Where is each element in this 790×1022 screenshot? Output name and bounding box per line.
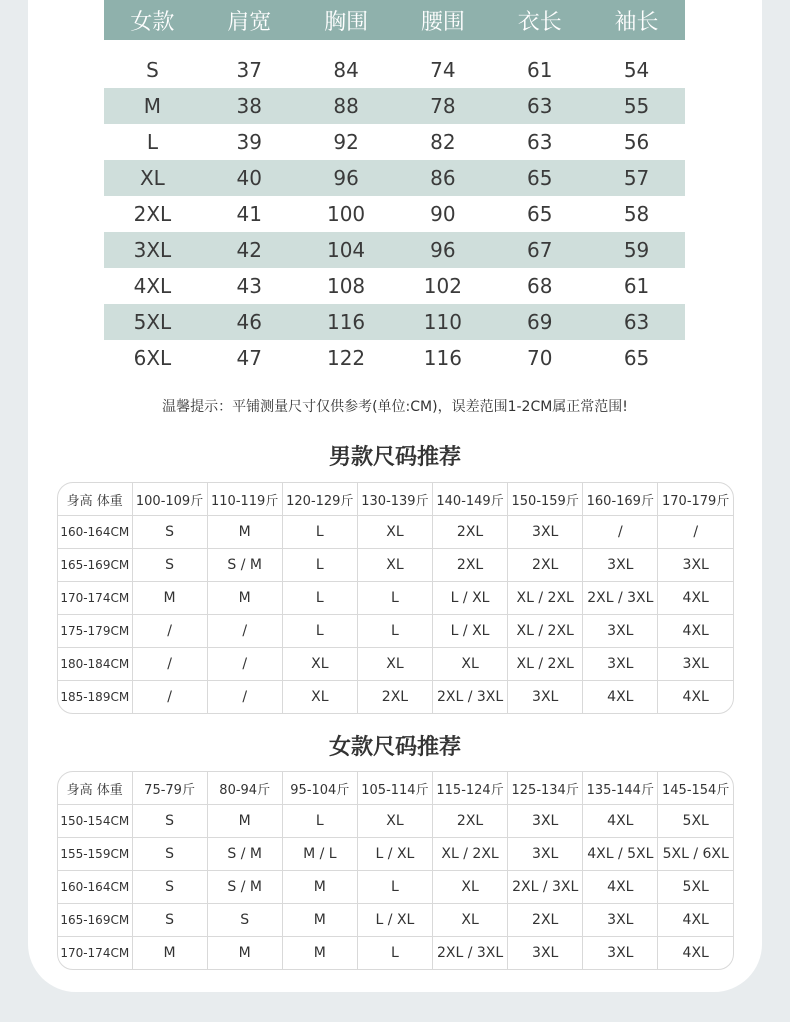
size-cell: M	[282, 904, 357, 937]
measurement-cell: 84	[333, 58, 359, 82]
women-row	[58, 937, 733, 970]
size-cell: XL	[282, 681, 357, 714]
height-label: 165-169CM	[58, 549, 132, 582]
size-cell: M	[282, 937, 357, 970]
men-row	[58, 615, 733, 648]
men-size-table	[57, 482, 734, 714]
size-cell: M	[282, 871, 357, 904]
size-cell: 3XL	[508, 805, 583, 838]
measurement-cell: 59	[623, 238, 650, 262]
women-size-title: 女款尺码推荐	[328, 735, 461, 760]
measurement-cell: 57	[623, 166, 650, 190]
measurement-cell: 116	[423, 346, 462, 370]
size-cell: L	[357, 582, 432, 615]
size-cell: /	[132, 615, 207, 648]
measurement-cell: 43	[236, 274, 262, 298]
measurement-cell: 68	[527, 274, 553, 298]
size-cell: 2XL / 3XL	[583, 582, 658, 615]
size-cell: 2XL	[357, 681, 432, 714]
size-cell: L	[357, 871, 432, 904]
size-cell: 3XL	[583, 549, 658, 582]
size-cell: S / M	[207, 871, 282, 904]
size-cell: M	[207, 516, 282, 549]
women-row	[58, 904, 733, 937]
size-cell: M / L	[282, 838, 357, 871]
size-cell: L / XL	[357, 904, 432, 937]
size-cell: S	[132, 516, 207, 549]
measurement-row	[104, 52, 685, 88]
size-cell: 3XL	[583, 937, 658, 970]
height-label: 155-159CM	[58, 838, 132, 871]
size-cell: 4XL / 5XL	[583, 838, 658, 871]
men-size-title: 男款尺码推荐	[328, 445, 461, 470]
size-cell: M	[132, 582, 207, 615]
size-cell: 4XL	[658, 615, 733, 648]
size-cell: /	[132, 648, 207, 681]
size-cell: 4XL	[682, 945, 709, 961]
women-row	[58, 838, 733, 871]
column-header: 125-134斤	[508, 772, 583, 805]
measurement-cell: 63	[527, 130, 553, 154]
size-cell: M	[132, 937, 207, 970]
measurement-cell: 37	[236, 58, 262, 82]
measurement-row	[104, 88, 685, 124]
measurement-cell: 74	[430, 58, 456, 82]
column-header: 身高 体重	[58, 483, 132, 516]
size-cell: 5XL / 6XL	[658, 838, 733, 871]
measurement-cell: L	[146, 130, 158, 154]
measurement-cell: 47	[236, 346, 262, 370]
measurement-cell: 67	[527, 238, 553, 262]
size-cell: /	[658, 516, 733, 549]
size-cell: L / XL	[433, 582, 508, 615]
column-header: 130-139斤	[357, 483, 432, 516]
measurement-cell: 42	[236, 238, 262, 262]
size-cell: L	[282, 516, 357, 549]
measurement-cell: 92	[333, 130, 359, 154]
column-header: 105-114斤	[357, 772, 432, 805]
size-cell: 2XL	[433, 549, 508, 582]
measurement-row	[104, 304, 685, 340]
measurement-row	[104, 232, 685, 268]
height-label: 150-154CM	[58, 805, 132, 838]
size-cell: 4XL	[583, 871, 658, 904]
size-cell: 3XL	[658, 648, 733, 681]
size-cell: 2XL	[433, 516, 508, 549]
measurement-cell: 55	[623, 94, 650, 118]
size-cell: 3XL	[508, 516, 583, 549]
size-cell: 4XL	[583, 681, 658, 714]
size-cell: 4XL	[682, 689, 709, 705]
size-cell: M	[207, 582, 282, 615]
measurement-cell: 58	[623, 202, 650, 226]
size-cell: L / XL	[357, 838, 432, 871]
size-cell: XL / 2XL	[433, 838, 508, 871]
measurement-cell: 39	[236, 130, 262, 154]
measurement-cell: 69	[527, 310, 553, 334]
men-header-row	[58, 483, 733, 516]
measurement-cell: 40	[236, 166, 262, 190]
measurement-cell: 116	[326, 310, 366, 334]
measurement-cell: 61	[527, 58, 553, 82]
height-label: 160-164CM	[58, 516, 132, 549]
size-cell: 3XL	[508, 937, 583, 970]
measurement-cell: 胸围	[324, 9, 369, 35]
measurement-cell: 104	[326, 238, 366, 262]
size-cell: 3XL	[583, 615, 658, 648]
measurement-cell: 65	[527, 166, 553, 190]
size-cell: 3XL	[658, 549, 733, 582]
column-header: 110-119斤	[207, 483, 282, 516]
size-cell: 2XL	[433, 805, 508, 838]
size-cell: S	[132, 838, 207, 871]
size-cell: /	[207, 615, 282, 648]
size-cell: /	[132, 681, 207, 714]
size-cell: 5XL	[658, 871, 733, 904]
size-cell: XL	[433, 871, 508, 904]
height-label: 160-164CM	[58, 871, 132, 904]
size-cell: 2XL / 3XL	[508, 871, 583, 904]
measurement-cell: 96	[333, 166, 359, 190]
measurement-cell: M	[143, 94, 162, 118]
column-header: 100-109斤	[132, 483, 207, 516]
measurement-cell: 2XL	[133, 202, 172, 226]
height-label: 185-189CM	[58, 681, 132, 714]
size-cell: S / M	[207, 549, 282, 582]
size-cell: 2XL / 3XL	[433, 681, 508, 714]
size-cell: L	[357, 937, 432, 970]
measurement-cell: 65	[623, 346, 650, 370]
measurement-cell: 70	[527, 346, 553, 370]
measurement-cell: 6XL	[133, 346, 172, 370]
size-cell: 5XL	[658, 805, 733, 838]
size-cell: S	[132, 871, 207, 904]
size-cell: XL / 2XL	[508, 648, 583, 681]
measurement-cell: 56	[623, 130, 650, 154]
height-label: 175-179CM	[58, 615, 132, 648]
measurement-cell: 82	[430, 130, 456, 154]
size-cell: 3XL	[583, 904, 658, 937]
measurement-cell: 90	[430, 202, 456, 226]
size-cell: L	[282, 805, 357, 838]
column-header: 身高 体重	[58, 772, 132, 805]
size-cell: 2XL	[508, 904, 583, 937]
measurement-cell: 61	[623, 274, 650, 298]
measurement-table	[104, 0, 685, 376]
measurement-cell: 肩宽	[227, 9, 272, 35]
column-header: 140-149斤	[433, 483, 508, 516]
size-cell: /	[583, 516, 658, 549]
column-header: 80-94斤	[207, 772, 282, 805]
size-cell: L	[282, 549, 357, 582]
size-cell: M	[207, 805, 282, 838]
size-cell: XL	[357, 648, 432, 681]
measurement-cell: 88	[333, 94, 359, 118]
size-cell: XL	[433, 904, 508, 937]
size-cell: S	[132, 904, 207, 937]
measurement-cell: 86	[430, 166, 456, 190]
measurement-cell: 100	[326, 202, 366, 226]
measurement-cell: 102	[423, 274, 462, 298]
measurement-cell: 54	[623, 58, 650, 82]
size-cell: M	[207, 937, 282, 970]
men-row	[58, 648, 733, 681]
column-header: 160-169斤	[583, 483, 658, 516]
column-header: 170-179斤	[658, 483, 733, 516]
size-cell: L	[282, 615, 357, 648]
measurement-cell: 袖长	[614, 9, 659, 35]
measurement-cell: 3XL	[133, 238, 172, 262]
size-cell: 4XL	[583, 805, 658, 838]
measurement-cell: 108	[326, 274, 366, 298]
measurement-cell: 衣长	[517, 9, 562, 35]
measurement-cell: S	[146, 58, 159, 82]
women-size-table	[57, 771, 734, 970]
men-row	[58, 549, 733, 582]
height-label: 170-174CM	[58, 582, 132, 615]
size-cell: 3XL	[583, 648, 658, 681]
measurement-cell: 46	[236, 310, 262, 334]
men-row	[58, 516, 733, 549]
measurement-cell: 腰围	[420, 9, 465, 35]
size-cell: XL	[357, 805, 432, 838]
measurement-cell: 5XL	[133, 310, 172, 334]
size-cell: 3XL	[508, 838, 583, 871]
size-cell: L	[282, 582, 357, 615]
men-row	[58, 582, 733, 615]
measurement-cell: 78	[430, 94, 456, 118]
column-header: 135-144斤	[583, 772, 658, 805]
height-label: 170-174CM	[58, 937, 132, 970]
column-header: 115-124斤	[433, 772, 508, 805]
size-cell: L	[357, 615, 432, 648]
size-cell: XL	[282, 648, 357, 681]
men-row	[58, 681, 733, 714]
measurement-cell: 4XL	[133, 274, 172, 298]
size-cell: 2XL / 3XL	[433, 937, 508, 970]
measurement-cell: 110	[423, 310, 462, 334]
height-label: 180-184CM	[58, 648, 132, 681]
size-cell: 2XL	[508, 549, 583, 582]
size-cell: /	[207, 648, 282, 681]
measurement-row	[104, 268, 685, 304]
women-header-row	[58, 772, 733, 805]
measurement-cell: 38	[236, 94, 262, 118]
measurement-header-row	[104, 0, 685, 40]
column-header: 95-104斤	[282, 772, 357, 805]
size-cell: S	[132, 549, 207, 582]
column-header: 120-129斤	[282, 483, 357, 516]
measurement-cell: 122	[326, 346, 366, 370]
measurement-tip: 温馨提示：平铺测量尺寸仅供参考(单位:CM)，误差范围1-2CM属正常范围!	[162, 399, 628, 415]
size-cell: L / XL	[433, 615, 508, 648]
size-cell: S	[132, 805, 207, 838]
women-row	[58, 805, 733, 838]
size-cell: XL	[357, 549, 432, 582]
measurement-cell: 41	[236, 202, 262, 226]
size-cell: XL / 2XL	[508, 582, 583, 615]
measurement-row	[104, 340, 685, 376]
column-header: 75-79斤	[132, 772, 207, 805]
height-label: 165-169CM	[58, 904, 132, 937]
measurement-cell: 63	[527, 94, 553, 118]
measurement-cell: 96	[430, 238, 456, 262]
size-cell: 3XL	[508, 681, 583, 714]
measurement-row	[104, 124, 685, 160]
size-cell: /	[207, 681, 282, 714]
column-header: 145-154斤	[658, 772, 733, 805]
size-cell: XL	[357, 516, 432, 549]
women-row	[58, 871, 733, 904]
size-cell: S	[207, 904, 282, 937]
measurement-row	[104, 160, 685, 196]
size-cell: XL / 2XL	[508, 615, 583, 648]
size-cell: XL	[433, 648, 508, 681]
measurement-cell: XL	[139, 166, 165, 190]
measurement-cell: 63	[623, 310, 650, 334]
measurement-row	[104, 196, 685, 232]
measurement-cell: 女款	[130, 9, 175, 35]
column-header: 150-159斤	[508, 483, 583, 516]
size-cell: S / M	[207, 838, 282, 871]
size-cell: 4XL	[658, 582, 733, 615]
measurement-cell: 65	[527, 202, 553, 226]
size-cell: 4XL	[658, 904, 733, 937]
